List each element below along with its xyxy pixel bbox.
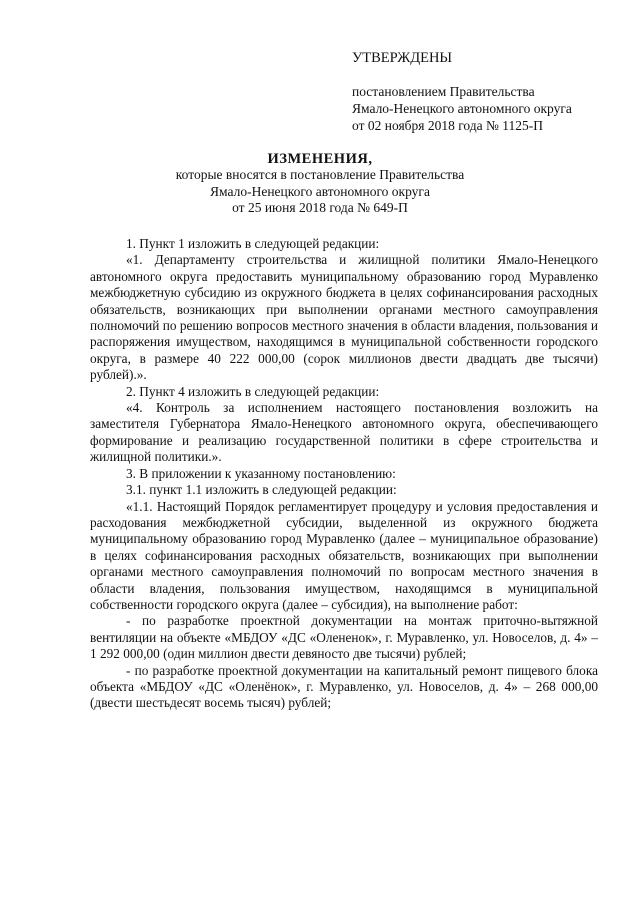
approval-line: постановлением Правительства <box>352 84 535 99</box>
document-body <box>90 236 598 712</box>
paragraph: 3. В приложении к указанному постановлению: <box>126 465 396 481</box>
paragraph: 3.1. пункт 1.1 изложить в следующей редакции: <box>126 482 397 498</box>
paragraph: «1.1. Настоящий Порядок регламентирует процедуру и условия предоставления и расходования межбюджетной субсидии, выделенной из окружного бюджета муниципальному образованию город Муравленко (далее – муниципальное образование) в целях софинансирования расходных обязательств, возникающих при выполнении органами местного самоуправления полномочий по вопросам местного значения в области владения, пользования имуществом, находящимся в муниципальной собственности городского округа (далее – субсидия), на выполнение работ: <box>90 498 598 612</box>
paragraph: 2. Пункт 4 изложить в следующей редакции: <box>126 383 380 399</box>
approval-block <box>352 83 612 134</box>
subtitle-line: от 25 июня 2018 года № 649-П <box>232 200 408 215</box>
subtitle-line: Ямало-Ненецкого автономного округа <box>210 183 430 199</box>
document-title: ИЗМЕНЕНИЯ, <box>267 151 373 167</box>
paragraph: 1. Пункт 1 изложить в следующей редакции: <box>126 236 380 251</box>
paragraph: - по разработке проектной документации на капитальный ремонт пищевого блока объекта «МБДОУ «ДС «Оленёнок», г. Муравленко, ул. Новоселов, д. 4» – 268 000,00 (двести шестьдесят восемь тысяч) рублей; <box>90 662 598 711</box>
approval-line: Ямало-Ненецкого автономного округа <box>352 101 572 116</box>
document-subtitle <box>0 167 640 217</box>
paragraph: «4. Контроль за исполнением настоящего постановления возложить на заместителя Губернатора Ямало-Ненецкого автономного округа, обеспечивающего формирование и реализацию государственной политики в сфере строительства и жилищной политики.». <box>90 400 598 465</box>
paragraph: - по разработке проектной документации на монтаж приточно-вытяжной вентиляции на объекте «МБДОУ «ДС «Олененок», г. Муравленко, ул. Новоселов, д. 4» – 1 292 000,00 (один миллион двести девяносто две тысячи) рублей; <box>90 613 598 662</box>
subtitle-line: которые вносятся в постановление Правительства <box>175 167 465 182</box>
approved-heading: УТВЕРЖДЕНЫ <box>352 50 453 66</box>
paragraph: «1. Департаменту строительства и жилищной политики Ямало-Ненецкого автономного округа предоставить муниципальному образованию город Муравленко межбюджетную субсидию из окружного бюджета в целях софинансирования расходных обязательств, возникающих при выполнении органами местного самоуправления полномочий по решению вопросов местного значения в области владения, пользования и распоряжения имуществом, находящимся в муниципальной собственности городского округа, в размере 40 222 000,00 (сорок миллионов двести двадцать две тысячи) рублей).». <box>90 252 598 383</box>
approval-line: от 02 ноября 2018 года № 1125-П <box>352 118 544 133</box>
